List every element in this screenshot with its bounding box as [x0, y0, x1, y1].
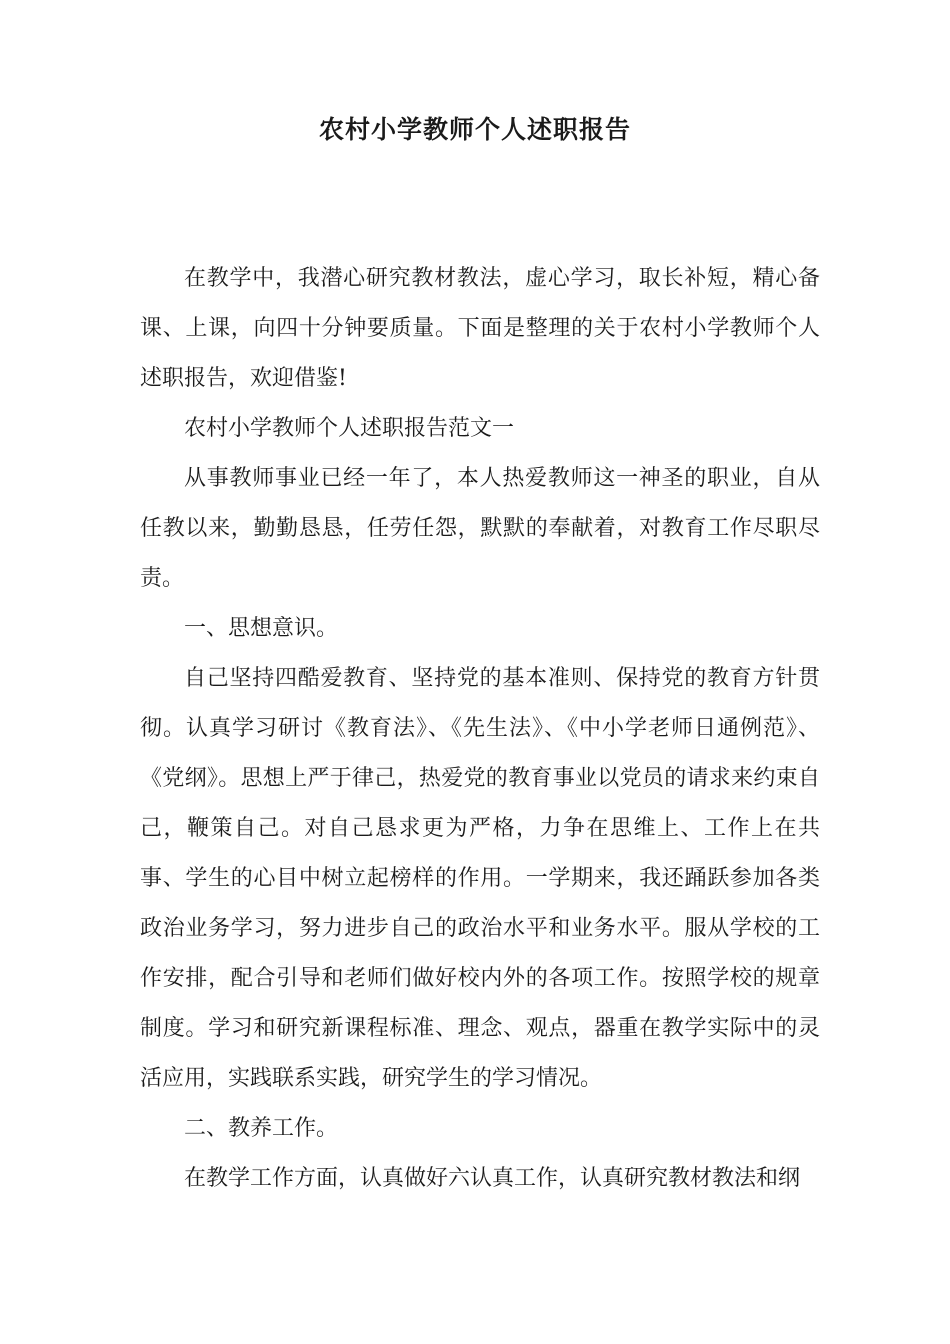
section-heading-2: 二、教养工作。	[184, 1116, 339, 1141]
document-body	[140, 254, 820, 1204]
section-heading-1: 一、思想意识。	[184, 616, 339, 641]
body-paragraph: 自己坚持四酷爱教育、坚持党的基本准则、保持党的教育方针贯彻。认真学习研讨《教育法》、《先生法》、《中小学老师日通例范》、《党纲》。思想上严于律己，热爱党的教育事业以党员的请求来约束自己，鞭策自己。对自己恳求更为严格，力争在思维上、工作上在共事、学生的心目中树立起榜样的作用。一学期来，我还踊跃参加各类政治业务学习，努力进步自己的政治水平和业务水平。服从学校的工作安排，配合引导和老师们做好校内外的各项工作。按照学校的规章制度。学习和研究新课程标准、理念、观点，器重在教学实际中的灵活应用，实践联系实践，研究学生的学习情况。	[140, 666, 820, 1091]
body-paragraph: 在教学工作方面，认真做好六认真工作，认真研究教材教法和纲	[184, 1166, 801, 1191]
section-subtitle: 农村小学教师个人述职报告范文一	[184, 416, 515, 441]
document-title: 农村小学教师个人述职报告	[318, 115, 631, 144]
body-paragraph: 从事教师事业已经一年了，本人热爱教师这一神圣的职业，自从任教以来，勤勤恳恳，任劳任怨，默默的奉献着，对教育工作尽职尽责。	[140, 466, 820, 591]
intro-paragraph: 在教学中，我潜心研究教材教法，虚心学习，取长补短，精心备课、上课，向四十分钟要质量。下面是整理的关于农村小学教师个人述职报告，欢迎借鉴!	[140, 266, 820, 391]
